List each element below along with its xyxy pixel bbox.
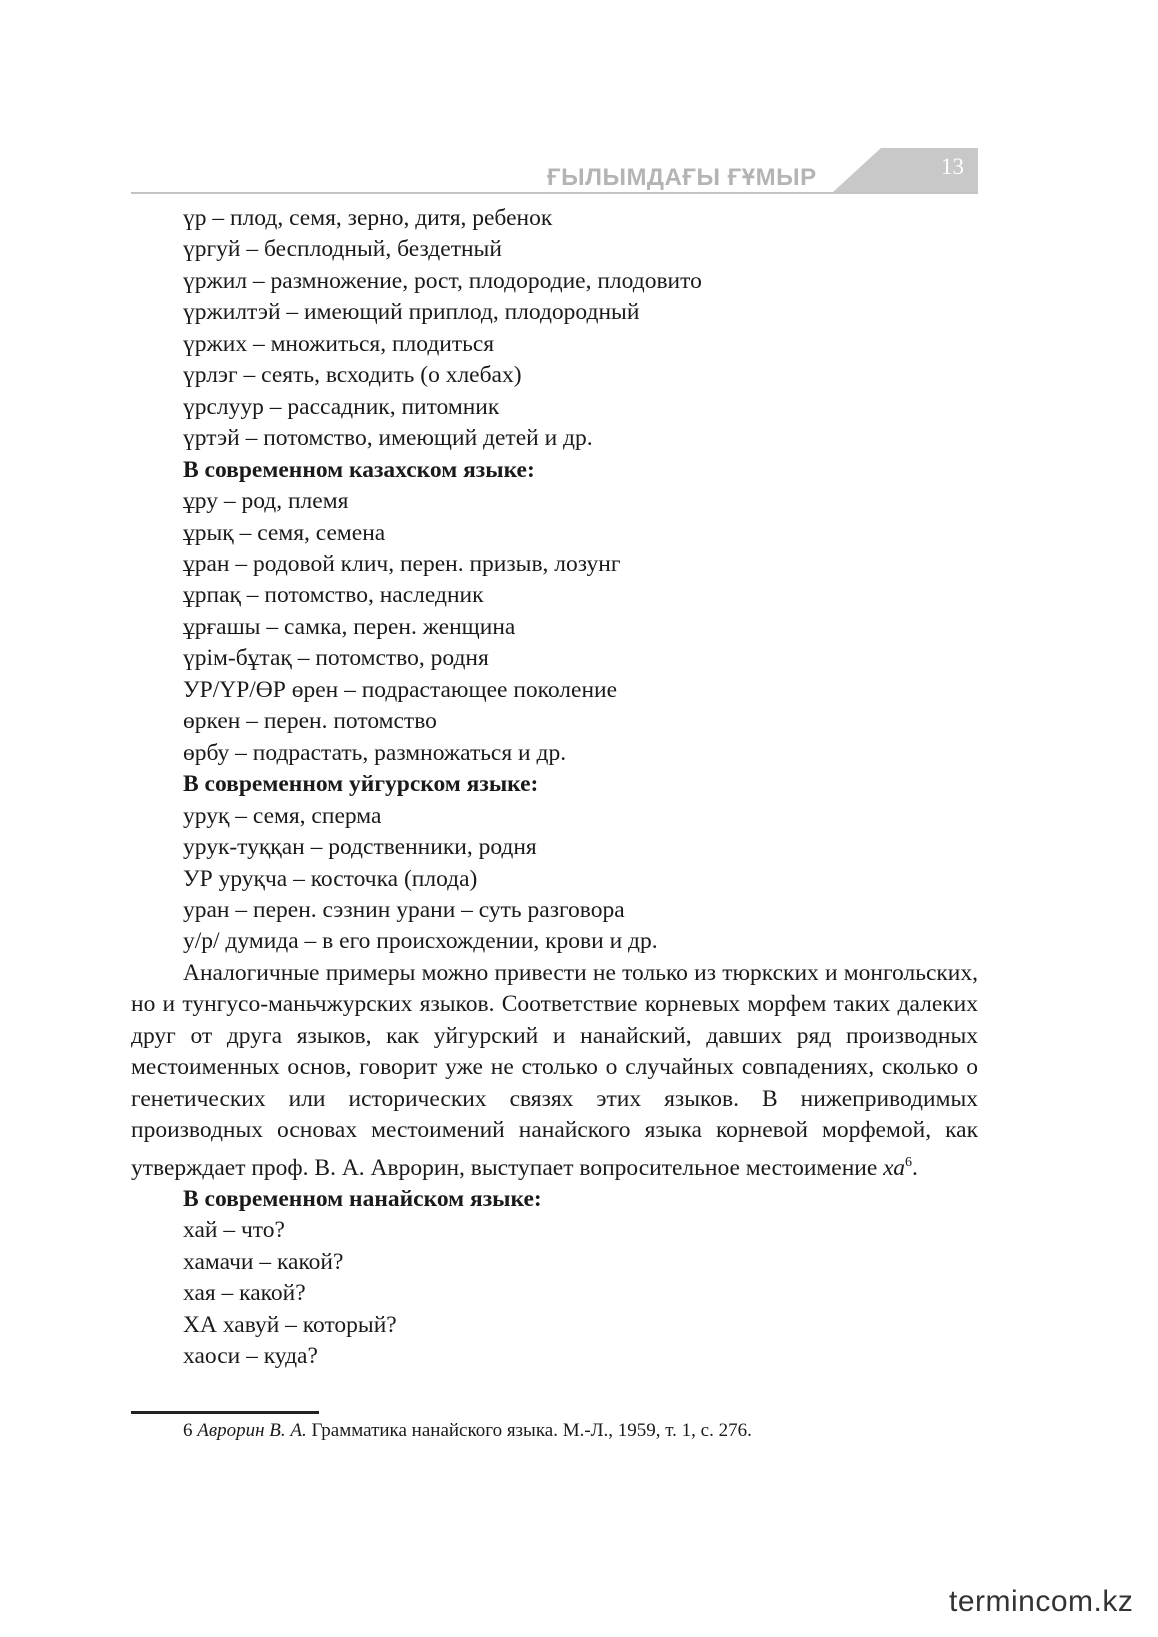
footnote-rule	[131, 1411, 319, 1414]
site-watermark: termincom.kz	[949, 1585, 1134, 1618]
entry-line: УР уруқча – косточка (плода)	[183, 865, 478, 892]
entry-line: өркен – перен. потомство	[183, 708, 437, 735]
entry-line: ұрғашы – самка, перен. женщина	[183, 613, 516, 640]
page-number: 13	[941, 154, 964, 179]
entry-line: ұрық – семя, семена	[183, 519, 386, 546]
footnote-author: Аврорин В. А.	[197, 1420, 307, 1441]
section-heading: В современном казахском языке:	[183, 456, 535, 483]
entry-line: үргуй – бесплодный, бездетный	[183, 236, 502, 263]
entry-line: үртэй – потомство, имеющий детей и др.	[183, 425, 593, 452]
running-header	[131, 148, 978, 196]
entry-line: үрім-бұтақ – потомство, родня	[183, 645, 489, 672]
entry-line: үрслуур – рассадник, питомник	[183, 393, 500, 420]
entry-line: УР/ҮР/ӨР өрен – подрастающее поколение	[183, 676, 618, 703]
entry-line: үржил – размножение, рост, плодородие, плодовито	[183, 267, 702, 294]
footnote-ref: 6	[905, 1154, 913, 1170]
entry-line: үрлэг – сеять, всходить (о хлебах)	[183, 362, 522, 389]
entry-line: хай – что?	[183, 1217, 285, 1244]
entry-line: ұран – родовой клич, перен. призыв, лозунг	[183, 550, 621, 577]
entry-line: үржих – множиться, плодиться	[183, 330, 495, 357]
entry-line: уран – перен. сэзнин урани – суть разговора	[183, 896, 625, 923]
body-paragraph	[131, 958, 978, 1184]
entry-line: үр – плод, семя, зерно, дитя, ребенок	[183, 205, 553, 231]
entry-line: өрбу – подрастать, размножаться и др.	[183, 739, 567, 766]
footnote-number: 6	[183, 1420, 193, 1441]
page-body	[131, 203, 978, 1373]
footnote	[183, 1420, 752, 1442]
header-rule	[131, 192, 978, 194]
italic-term: ха	[883, 1154, 906, 1181]
header-title: ҒЫЛЫМДАҒЫ ҒҰМЫР	[547, 164, 817, 191]
section-heading: В современном уйгурском языке:	[183, 771, 539, 798]
entry-line: ұрпақ – потомство, наследник	[183, 582, 484, 609]
entry-line: урук-туққан – родственники, родня	[183, 834, 537, 861]
entry-line: хаоси – куда?	[183, 1343, 318, 1370]
paragraph-end: .	[912, 1154, 918, 1181]
entry-line: у/р/ думида – в его происхождении, крови и др.	[183, 928, 658, 955]
entry-line: ұру – род, племя	[183, 488, 349, 515]
footnote-text: Грамматика нанайского языка. М.-Л., 1959, т. 1, с. 276.	[306, 1420, 752, 1441]
entry-line: ХА хавуй – который?	[183, 1311, 397, 1338]
entry-line: хамачи – какой?	[183, 1248, 344, 1275]
entry-line: уруқ – семя, сперма	[183, 802, 382, 829]
entry-line: хая – какой?	[183, 1280, 306, 1307]
section-heading: В современном нанайском языке:	[183, 1185, 542, 1212]
entry-line: үржилтэй – имеющий приплод, плодородный	[183, 299, 640, 326]
paragraph-text: Аналогичные примеры можно привести не только из тюркских и монгольских, но и тунгусо-маньчжурских языков. Соответствие корневых морфем таких далеких друг от друга языков, как уйгурский и нанайский, давших ряд производных местоименных основ, говорит уже не столько о случайных совпадениях, сколько о генетических или исторических связях этих языков. В нижеприводимых производных основах местоимений нанайского языка корневой морфемой, как утверждает проф. В. А. Аврорин, выступает вопросительное местоимение	[131, 959, 978, 1181]
